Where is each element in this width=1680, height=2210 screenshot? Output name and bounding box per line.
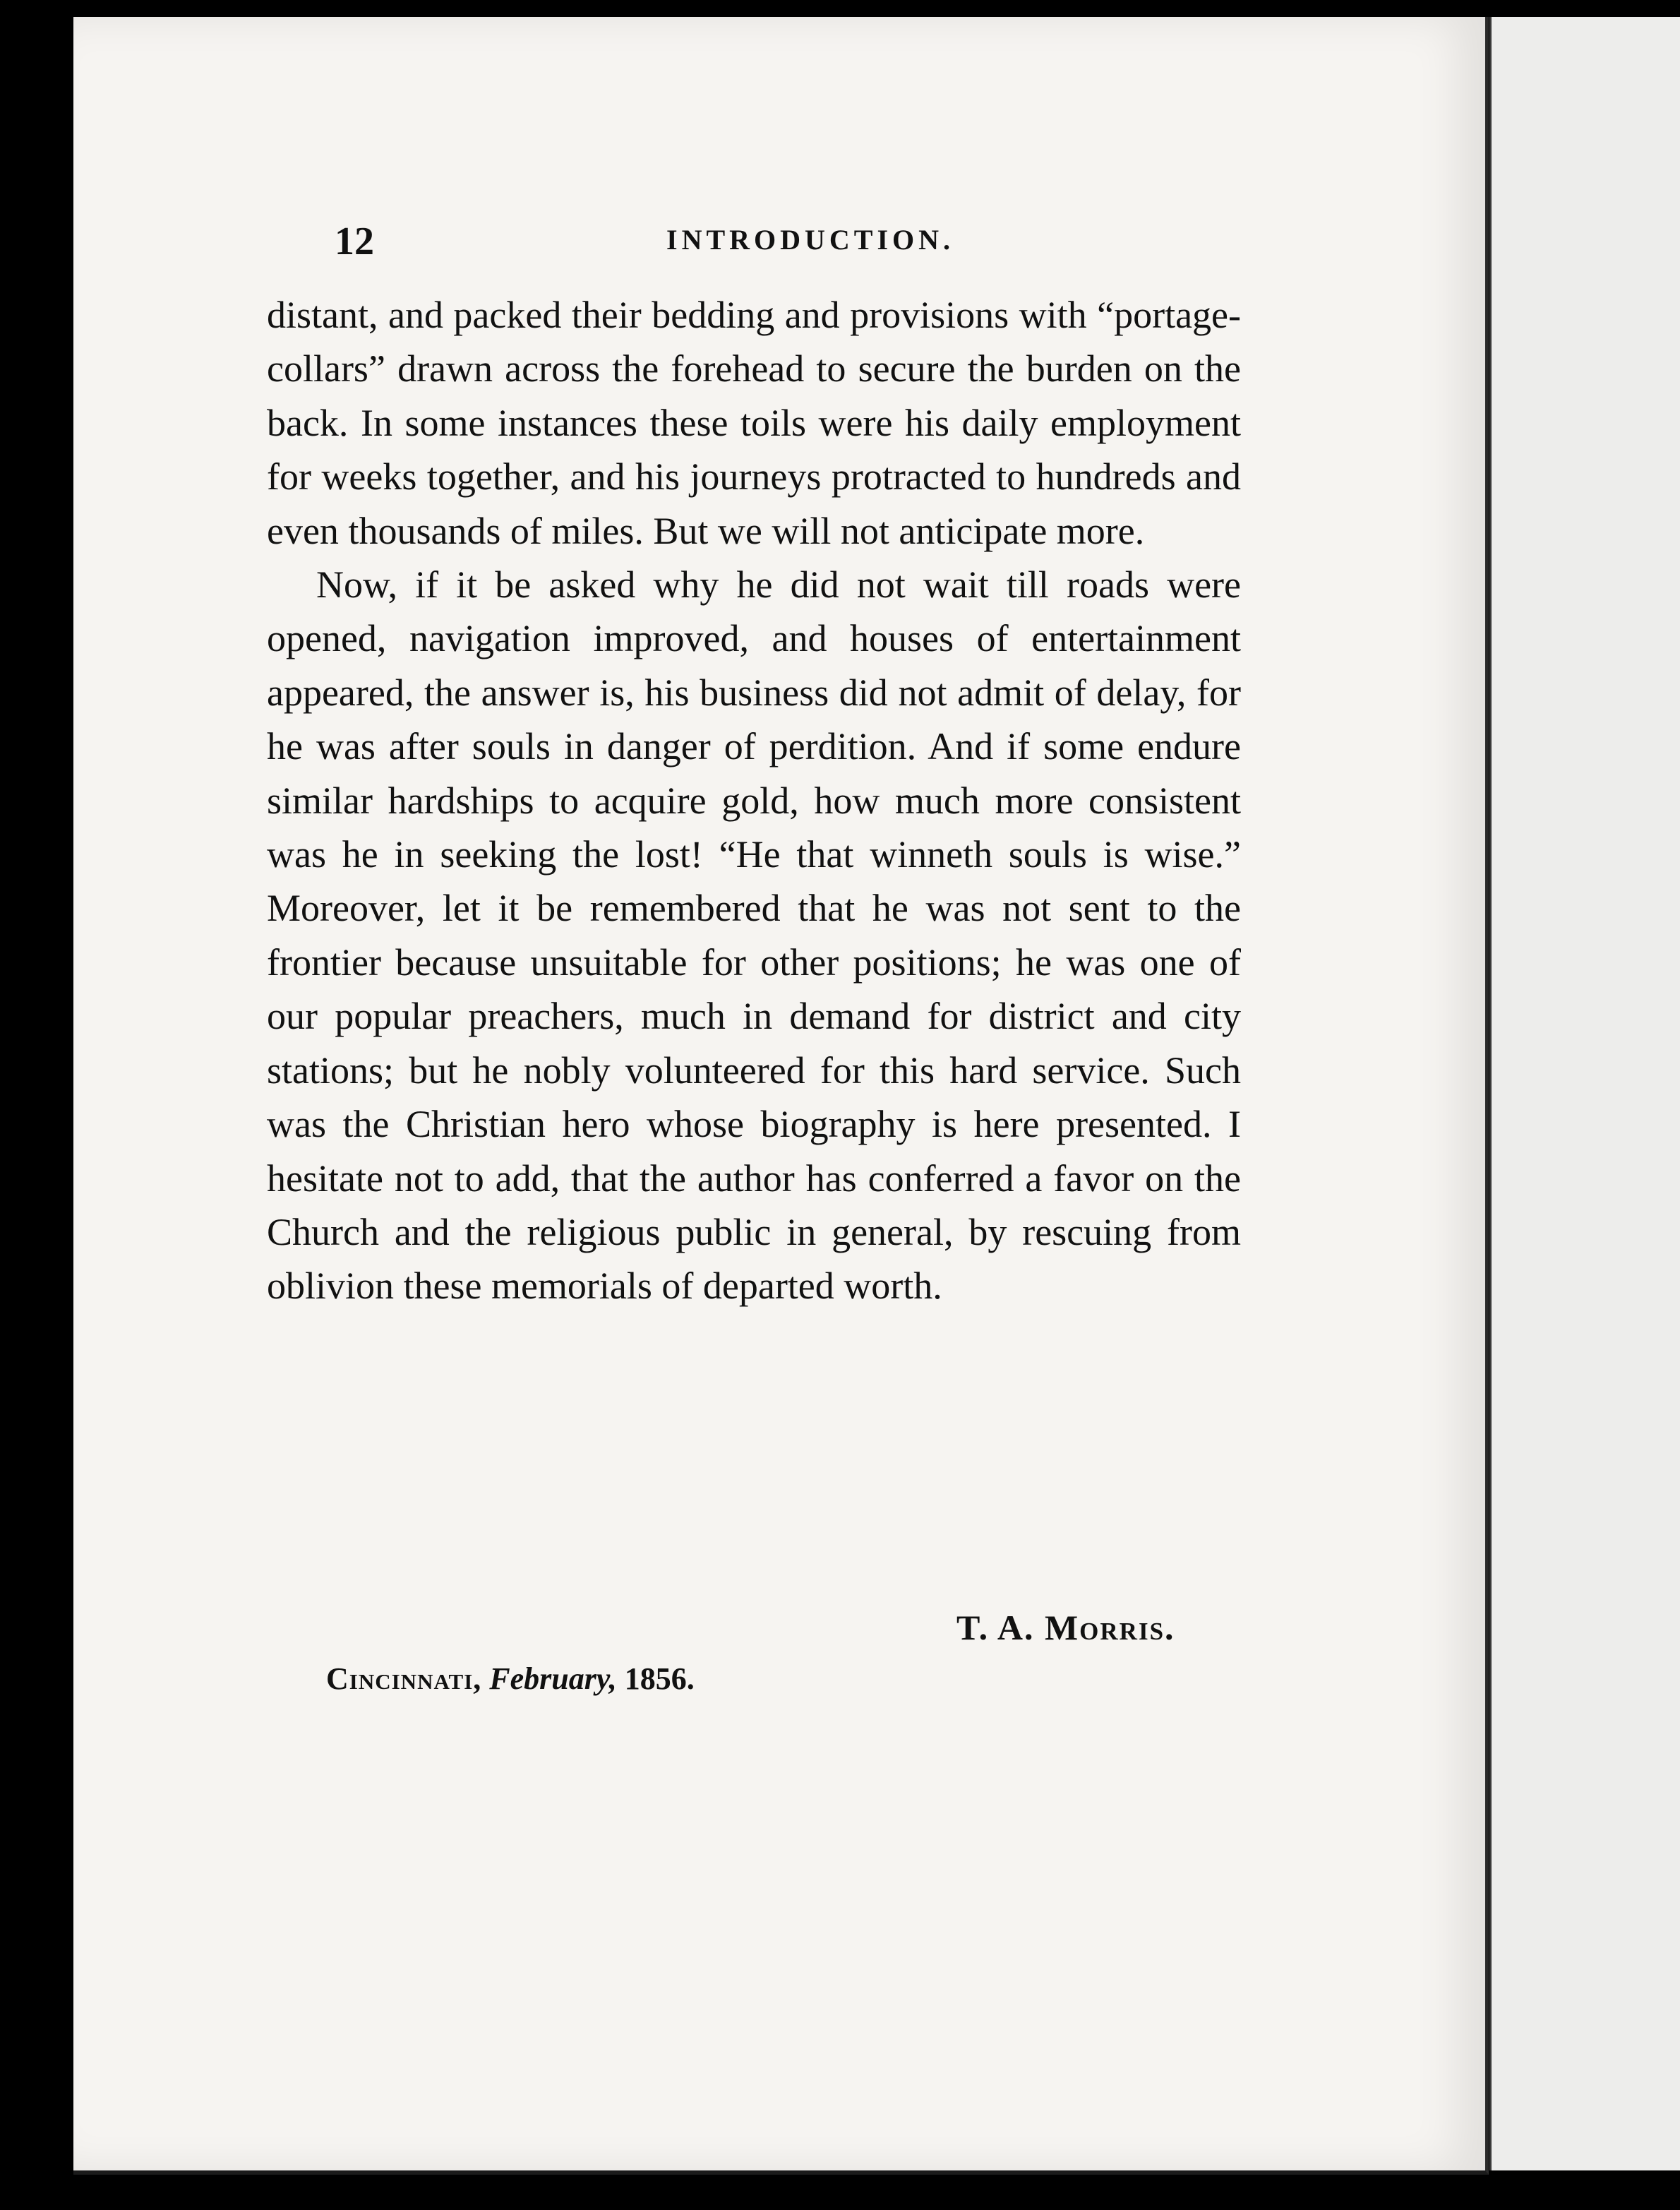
adjacent-page-edge — [1489, 17, 1680, 2170]
dateline-place: Cincinnati, — [326, 1661, 482, 1696]
page-number: 12 — [335, 220, 374, 263]
body-text — [267, 288, 1241, 1313]
dateline-year: 1856. — [624, 1661, 695, 1696]
dateline — [326, 1661, 695, 1697]
running-head: INTRODUCTION. — [666, 224, 955, 256]
paragraph-1: distant, and packed their bedding and provisions with “portage-collars” drawn across the forehead to secure the burden on the back. In some instances these toils were his daily employment for weeks together, and his journeys protracted to hundreds and even thousands of miles. But we will not anticipate more. — [267, 294, 1241, 552]
dateline-month: February, — [489, 1661, 617, 1696]
author-signature: T. A. Morris. — [956, 1608, 1175, 1647]
paragraph-2: Now, if it be asked why he did not wait till roads were opened, navigation improved, and houses of entertainment appeared, the answer is, his business did not admit of delay, for he was after souls in danger of perdition. And if some endure similar hardships to acquire gold, how much more consistent was he in seeking the lost! “He that winneth souls is wise.” Moreover, let it be remembered that he was not sent to the frontier because unsuitable for other positions; he was one of our popular preachers, much in demand for district and city stations; but he nobly volunteered for this hard service. Such was the Christian hero whose biography is here presented. I hesitate not to add, that the author has conferred a favor on the Church and the religious public in general, by rescuing from oblivion these memorials of departed worth. — [267, 563, 1241, 1308]
page-header — [335, 219, 1323, 275]
